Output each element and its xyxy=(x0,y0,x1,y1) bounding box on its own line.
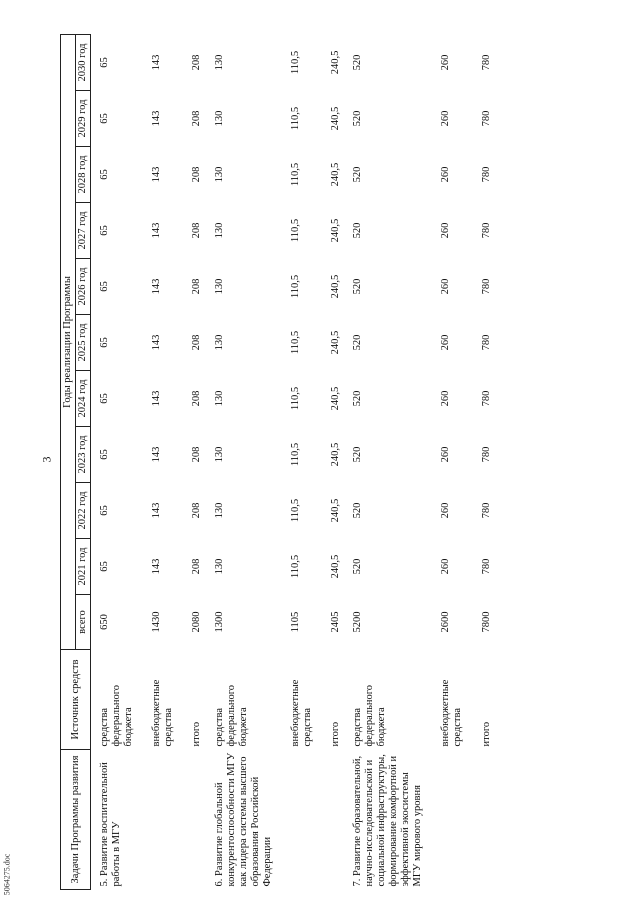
year-value-cell: 780 xyxy=(480,446,492,463)
year-value-cell: 240,5 xyxy=(329,386,341,411)
year-value-cell: 208 xyxy=(191,54,203,71)
year-value-cell: 240,5 xyxy=(329,218,341,243)
year-value-cell: 780 xyxy=(480,558,492,575)
header-years-group: Годы реализации Программы xyxy=(61,34,76,649)
table-row xyxy=(426,34,466,889)
year-value-cell: 110,5 xyxy=(289,554,301,579)
source-cell: внебюджетные средства xyxy=(151,679,175,747)
total-cell: 2080 xyxy=(191,611,203,633)
year-value-cell: 780 xyxy=(480,54,492,71)
year-value-cell: 208 xyxy=(191,390,203,407)
header-year: 2022 год xyxy=(76,483,91,539)
header-year: 2024 год xyxy=(76,371,91,427)
year-value-cell: 110,5 xyxy=(289,218,301,243)
source-cell: средства федерального бюджета xyxy=(213,684,249,747)
year-value-cell: 130 xyxy=(213,446,225,463)
year-value-cell: 240,5 xyxy=(329,162,341,187)
header-year: 2028 год xyxy=(76,147,91,203)
header-year: 2029 год xyxy=(76,91,91,147)
source-cell: внебюджетные средства xyxy=(440,679,464,747)
total-cell: 2405 xyxy=(329,611,341,633)
year-value-cell: 110,5 xyxy=(289,50,301,75)
year-value-cell: 130 xyxy=(213,166,225,183)
year-value-cell: 110,5 xyxy=(289,386,301,411)
year-value-cell: 208 xyxy=(191,278,203,295)
program-funding-table xyxy=(60,34,495,890)
year-value-cell: 143 xyxy=(151,54,163,71)
year-value-cell: 208 xyxy=(191,446,203,463)
year-value-cell: 520 xyxy=(352,54,363,71)
year-value-cell: 65 xyxy=(99,393,111,404)
year-value-cell: 240,5 xyxy=(329,50,341,75)
year-value-cell: 208 xyxy=(191,222,203,239)
task-cell xyxy=(137,750,177,890)
year-value-cell: 260 xyxy=(440,110,452,127)
year-value-cell: 65 xyxy=(99,561,111,572)
table-row xyxy=(177,34,205,889)
year-value-cell: 260 xyxy=(440,446,452,463)
year-value-cell: 260 xyxy=(440,502,452,519)
total-cell: 1300 xyxy=(213,611,225,633)
table-row xyxy=(276,34,316,889)
year-value-cell: 65 xyxy=(99,169,111,180)
year-value-cell: 780 xyxy=(480,166,492,183)
table-row xyxy=(91,34,138,889)
table-body xyxy=(91,34,495,889)
year-value-cell: 143 xyxy=(151,278,163,295)
task-cell xyxy=(276,750,316,890)
year-value-cell: 260 xyxy=(440,54,452,71)
year-value-cell: 110,5 xyxy=(289,330,301,355)
year-value-cell: 520 xyxy=(352,446,363,463)
year-value-cell: 780 xyxy=(480,110,492,127)
task-cell xyxy=(426,750,466,890)
task-cell: 6. Развитие глобальной конкурентоспособности МГУ как лидера системы высшего образования Российской Федерации xyxy=(213,752,273,887)
year-value-cell: 65 xyxy=(99,281,111,292)
header-year: 2030 год xyxy=(76,34,91,90)
header-total: всего xyxy=(76,595,91,650)
total-cell: 650 xyxy=(99,614,111,630)
year-value-cell: 520 xyxy=(352,278,363,295)
year-value-cell: 130 xyxy=(213,278,225,295)
table-row xyxy=(137,34,177,889)
year-value-cell: 208 xyxy=(191,558,203,575)
task-cell: 7. Развитие образовательной, научно-исследовательской и социальной инфраструктуры, формирование комфортной и эффективной экосистемы МГУ мирового уровня xyxy=(352,754,424,887)
source-cell: итого xyxy=(480,721,492,747)
rotated-table-container xyxy=(60,35,504,890)
header-year: 2027 год xyxy=(76,203,91,259)
year-value-cell: 520 xyxy=(352,222,363,239)
total-cell: 1430 xyxy=(151,611,163,633)
year-value-cell: 143 xyxy=(151,334,163,351)
table-row xyxy=(344,34,426,889)
year-value-cell: 260 xyxy=(440,558,452,575)
total-cell: 1105 xyxy=(289,611,301,633)
table-row xyxy=(206,34,276,889)
year-value-cell: 143 xyxy=(151,166,163,183)
page-number: 3 xyxy=(39,456,54,463)
year-value-cell: 208 xyxy=(191,110,203,127)
year-value-cell: 520 xyxy=(352,502,363,519)
source-cell: итого xyxy=(329,721,341,747)
source-cell: итого xyxy=(191,721,203,747)
year-value-cell: 780 xyxy=(480,278,492,295)
task-cell xyxy=(177,750,205,890)
year-value-cell: 260 xyxy=(440,222,452,239)
header-year: 2026 год xyxy=(76,259,91,315)
year-value-cell: 143 xyxy=(151,222,163,239)
year-value-cell: 260 xyxy=(440,278,452,295)
year-value-cell: 143 xyxy=(151,390,163,407)
source-cell: средства федерального бюджета xyxy=(352,684,388,747)
footer-filename: 5064275.doc xyxy=(2,853,12,896)
year-value-cell: 130 xyxy=(213,54,225,71)
year-value-cell: 110,5 xyxy=(289,498,301,523)
header-row-1 xyxy=(61,34,76,889)
task-cell xyxy=(316,750,344,890)
source-cell: средства федерального бюджета xyxy=(99,684,135,747)
year-value-cell: 520 xyxy=(352,110,363,127)
year-value-cell: 110,5 xyxy=(289,442,301,467)
year-value-cell: 65 xyxy=(99,57,111,68)
year-value-cell: 65 xyxy=(99,113,111,124)
year-value-cell: 65 xyxy=(99,449,111,460)
source-cell: внебюджетные средства xyxy=(289,679,313,747)
year-value-cell: 240,5 xyxy=(329,106,341,131)
header-year: 2021 год xyxy=(76,539,91,595)
year-value-cell: 520 xyxy=(352,558,363,575)
year-value-cell: 520 xyxy=(352,334,363,351)
header-task: Задачи Программы развития xyxy=(61,750,91,890)
year-value-cell: 208 xyxy=(191,166,203,183)
year-value-cell: 520 xyxy=(352,166,363,183)
year-value-cell: 130 xyxy=(213,502,225,519)
year-value-cell: 780 xyxy=(480,390,492,407)
header-year: 2023 год xyxy=(76,427,91,483)
year-value-cell: 520 xyxy=(352,390,363,407)
total-cell: 7800 xyxy=(480,611,492,633)
year-value-cell: 130 xyxy=(213,334,225,351)
year-value-cell: 240,5 xyxy=(329,442,341,467)
table-row xyxy=(467,34,495,889)
task-cell xyxy=(467,750,495,890)
year-value-cell: 65 xyxy=(99,225,111,236)
year-value-cell: 143 xyxy=(151,110,163,127)
header-source: Источник средств xyxy=(61,650,91,750)
task-cell: 5. Развитие воспитательной работы в МГУ xyxy=(99,762,123,887)
year-value-cell: 130 xyxy=(213,222,225,239)
year-value-cell: 240,5 xyxy=(329,274,341,299)
total-cell: 2600 xyxy=(440,611,452,633)
year-value-cell: 260 xyxy=(440,166,452,183)
year-value-cell: 143 xyxy=(151,502,163,519)
year-value-cell: 780 xyxy=(480,502,492,519)
year-value-cell: 240,5 xyxy=(329,498,341,523)
year-value-cell: 65 xyxy=(99,505,111,516)
year-value-cell: 143 xyxy=(151,446,163,463)
year-value-cell: 110,5 xyxy=(289,106,301,131)
year-value-cell: 130 xyxy=(213,390,225,407)
year-value-cell: 240,5 xyxy=(329,330,341,355)
year-value-cell: 780 xyxy=(480,334,492,351)
year-value-cell: 208 xyxy=(191,502,203,519)
year-value-cell: 240,5 xyxy=(329,554,341,579)
year-value-cell: 130 xyxy=(213,110,225,127)
year-value-cell: 260 xyxy=(440,334,452,351)
header-year: 2025 год xyxy=(76,315,91,371)
year-value-cell: 780 xyxy=(480,222,492,239)
year-value-cell: 110,5 xyxy=(289,162,301,187)
year-value-cell: 260 xyxy=(440,390,452,407)
year-value-cell: 208 xyxy=(191,334,203,351)
total-cell: 5200 xyxy=(352,611,363,633)
year-value-cell: 110,5 xyxy=(289,274,301,299)
year-value-cell: 143 xyxy=(151,558,163,575)
year-value-cell: 65 xyxy=(99,337,111,348)
year-value-cell: 130 xyxy=(213,558,225,575)
table-row xyxy=(316,34,344,889)
